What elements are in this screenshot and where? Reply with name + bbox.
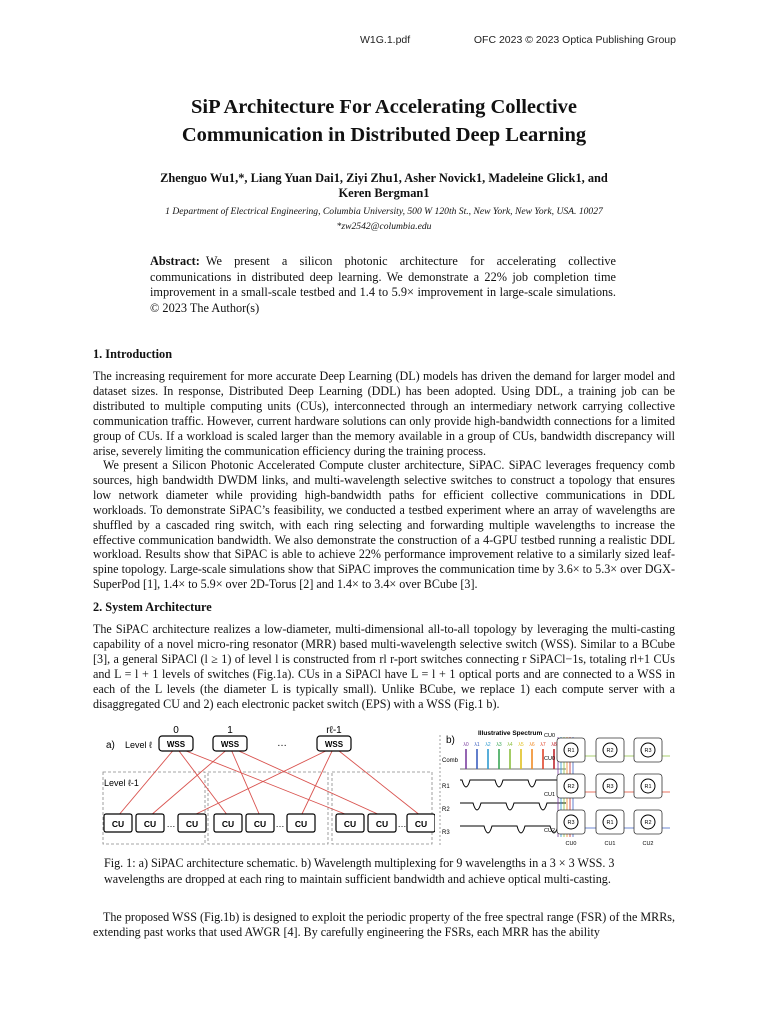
cu-label-1: CU bbox=[143, 819, 157, 829]
ring-label-0-0: R1 bbox=[567, 748, 575, 754]
abstract-text: We present a silicon photonic architecture for accelerating collective communications in distributed deep learning. We demonstrate a 22% job completion time improvement in a small-scale testbed and 1.4 to 5.9× improvement in large-scale simulations. © 2023 The Author(s) bbox=[150, 254, 616, 315]
ring-row-label-0: R1 bbox=[442, 784, 450, 790]
cu-row-label-2: CU2 bbox=[544, 828, 556, 834]
spectrum-title: Illustrative Spectrum bbox=[478, 730, 543, 737]
ring-label-0-1: R2 bbox=[606, 748, 614, 754]
ring-label-2-0: R3 bbox=[567, 820, 575, 826]
cu-dots-1: … bbox=[275, 819, 285, 829]
section-1-heading: 1. Introduction bbox=[93, 347, 173, 361]
wavelength-label-6: λ6 bbox=[529, 742, 535, 748]
wavelength-label-1: λ1 bbox=[474, 742, 480, 748]
wss-index-0: 0 bbox=[173, 725, 179, 736]
cu-col-label-0: CU0 bbox=[565, 841, 577, 847]
cu-dots-0: … bbox=[166, 819, 176, 829]
cu-label-2: CU bbox=[185, 819, 199, 829]
link-wss1-cu1 bbox=[150, 747, 230, 816]
wss-dots: … bbox=[277, 738, 287, 749]
abstract bbox=[150, 254, 616, 316]
comb-label: Comb bbox=[442, 758, 459, 764]
affiliation: 1 Department of Electrical Engineering, Columbia University, 500 W 120th St., New York, New York, USA. 10027 bbox=[165, 206, 603, 217]
section-2-paragraph-2: The proposed WSS (Fig.1b) is designed to exploit the periodic property of the free spectral range (FSR) of the MRRs, extending past works that used AWGR [4]. By carefully engineering the FSRs, each MRR has the ability bbox=[93, 910, 675, 939]
section-2-paragraph-1: The SiPAC architecture realizes a low-diameter, multi-dimensional all-to-all topology by leveraging the multi-casting capability of a novel micro-ring resonator (MRR) based multi-wavelength selective switch (WSS). Similar to a BCube [3], a general SiPACl (l ≥ 1) of level l is constructed from rl r-port switches connecting r SiPACl−1s, totaling rl+1 CUs and L = l + 1 levels of switches (Fig.1a). CUs in a SiPACl have L = l + 1 optical ports and are connected to a WSS in each of the L levels (the diameter L is typically small). Unlike BCube, we replace 1) each compute server with a disaggregated CU and 2) each electronic packet switch (EPS) with a WSS (Fig.1 b). bbox=[93, 622, 675, 711]
header-filename: W1G.1.pdf bbox=[360, 34, 411, 46]
link-wss2-cu2 bbox=[192, 747, 334, 816]
ring-label-2-1: R1 bbox=[606, 820, 614, 826]
section-1-paragraph-2: We present a Silicon Photonic Accelerated Compute cluster architecture, SiPAC. SiPAC leverages frequency comb sources, high bandwidth DWDM links, and multi-wavelength selective switches to construct a topology that ensures low network diameter while providing high-bandwidth paths for efficient collective communications in DDL workloads. To demonstrate SiPAC’s feasibility, we conducted a testbed experiment where an array of wavelengths are shuffled by a cascaded ring switch, with each ring selecting and forwarding multiple wavelengths to increase the effective communication bandwidth. We also demonstrate the construction of a 4-GPU testbed running a realistic DDL workload. Results show that SiPAC is able to achieve 22% performance improvement relative to a similarly sized leaf-spine topology. Large-scale simulations show that SiPAC improves the communication time by 3.6× to 5.3× over DGX-SuperPod [1], 1.4× to 5.9× over 2D-Torus [2] and 1.4× to 3.4× over BCube [3]. bbox=[93, 458, 675, 592]
cu-col-label-1: CU1 bbox=[604, 841, 616, 847]
wss-label-1: WSS bbox=[220, 740, 240, 749]
cu-col-label-2: CU2 bbox=[642, 841, 654, 847]
ring-spectrum-1 bbox=[460, 803, 566, 810]
sublevel-box-2 bbox=[332, 772, 432, 844]
wss-cu-links bbox=[118, 747, 421, 816]
cu-label-3: CU bbox=[221, 819, 235, 829]
cu-top-label: CU0 bbox=[544, 733, 556, 739]
cu-label-8: CU bbox=[414, 819, 428, 829]
abstract-label: Abstract: bbox=[150, 254, 200, 268]
wss-label-0: WSS bbox=[166, 740, 186, 749]
fig-a-panel-label: a) bbox=[106, 740, 115, 751]
cu-label-5: CU bbox=[294, 819, 308, 829]
cu-row bbox=[104, 814, 435, 832]
wavelength-label-4: λ4 bbox=[507, 742, 513, 748]
cu-row-label-1: CU1 bbox=[544, 792, 556, 798]
cu-label-7: CU bbox=[375, 819, 389, 829]
figure-1-caption: Fig. 1: a) SiPAC architecture schematic. b) Wavelength multiplexing for 9 wavelengths in a 3 × 3 WSS. 3 wavelengths are dropped at each ring to maintain sufficient bandwidth and achieve optical multi-casting. bbox=[104, 856, 615, 886]
wss-label-2: WSS bbox=[324, 740, 344, 749]
ring-label-0-2: R3 bbox=[644, 748, 652, 754]
cu-label-6: CU bbox=[343, 819, 357, 829]
cu-row-label-0: CU0 bbox=[544, 756, 556, 762]
wavelength-label-8: λ8 bbox=[551, 742, 557, 748]
wss-switches bbox=[159, 725, 351, 751]
header-conference: OFC 2023 © 2023 Optica Publishing Group bbox=[473, 34, 676, 46]
ring-label-1-1: R3 bbox=[606, 784, 614, 790]
wavelength-label-2: λ2 bbox=[485, 742, 491, 748]
section-1-paragraph-1: The increasing requirement for more accurate Deep Learning (DL) models has driven the demand for larger model and dataset sizes. In response, Distributed Deep Learning (DDL) has been adopted. Using DDL, a training job can be distributed to multiple computing units (CUs), interconnected through an intermediary network carrying collective communication traffic. However, current hardware solutions can only provide high-bandwidth connections for a limited group of CUs. If a workload is scaled larger than the memory available in a group of CUs, bandwidth discrepancy will arise, severely limiting the communication efficiency during the training process. bbox=[93, 369, 675, 458]
fig-a-sublevel-label: Level ℓ-1 bbox=[104, 778, 139, 788]
wss-index-2: rℓ-1 bbox=[326, 725, 342, 736]
ring-label-1-2: R1 bbox=[644, 784, 652, 790]
sublevel-box-1 bbox=[208, 772, 328, 844]
sublevel-dashed-boxes bbox=[103, 772, 432, 844]
title-line-1: SiP Architecture For Accelerating Collective bbox=[191, 96, 577, 118]
paper-title bbox=[93, 93, 675, 149]
cu-dots-2: … bbox=[397, 819, 407, 829]
cu-label-4: CU bbox=[253, 819, 267, 829]
figure-1b-wss bbox=[438, 725, 678, 850]
wss-ring-grid bbox=[544, 733, 670, 847]
affiliation-block bbox=[93, 204, 675, 234]
link-wss2-cu8 bbox=[334, 747, 421, 816]
ring-row-label-1: R2 bbox=[442, 807, 450, 813]
title-line-2: Communication in Distributed Deep Learning bbox=[181, 124, 587, 146]
authors-line-2: Keren Bergman1 bbox=[338, 186, 430, 200]
fig-a-level-label: Level ℓ bbox=[125, 740, 152, 750]
wavelength-label-3: λ3 bbox=[496, 742, 502, 748]
cu-label-0: CU bbox=[111, 819, 125, 829]
ring-row-label-2: R3 bbox=[442, 830, 450, 836]
ring-spectrum-0 bbox=[460, 780, 566, 787]
wss-index-1: 1 bbox=[227, 725, 233, 736]
author-list bbox=[93, 171, 675, 201]
link-wss1-cu4 bbox=[230, 747, 260, 816]
figure-1a-schematic bbox=[100, 718, 435, 848]
authors-line-1: Zhenguo Wu1,*, Liang Yuan Dai1, Ziyi Zhu1, Asher Novick1, Madeleine Glick1, and bbox=[160, 171, 608, 185]
fig-b-panel-label: b) bbox=[446, 735, 455, 746]
section-2-heading: 2. System Architecture bbox=[93, 600, 212, 614]
wavelength-label-7: λ7 bbox=[540, 742, 546, 748]
wavelength-label-5: λ5 bbox=[518, 742, 524, 748]
ring-label-1-0: R2 bbox=[567, 784, 575, 790]
ring-label-2-2: R2 bbox=[644, 820, 652, 826]
wavelength-label-0: λ0 bbox=[463, 742, 469, 748]
author-email: *zw2542@columbia.edu bbox=[336, 221, 432, 232]
